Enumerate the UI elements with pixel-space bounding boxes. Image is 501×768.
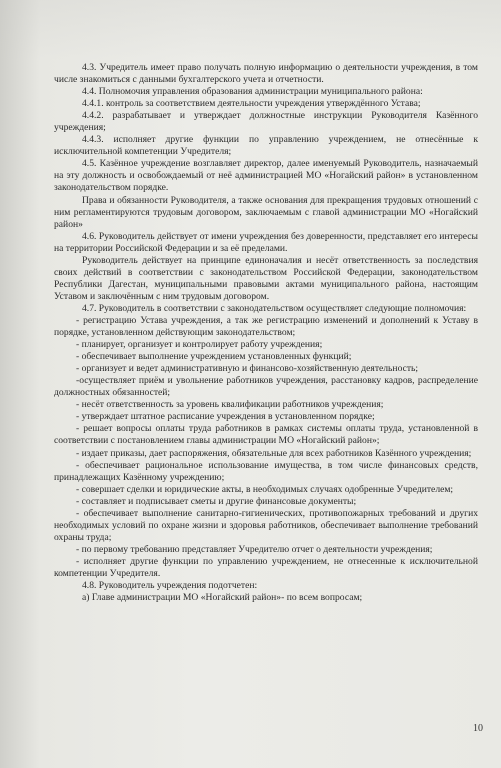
paragraph-4-4-2: 4.4.2. разрабатывает и утверждает должностные инструкции Руководителя Казённого учреждения; <box>54 110 478 134</box>
list-item: -осуществляет приём и увольнение работников учреждения, расстановку кадров, распределение должностных обязанностей; <box>54 375 478 399</box>
list-item: - составляет и подписывает сметы и другие финансовые документы; <box>76 495 357 507</box>
paragraph-4-8: 4.8. Руководитель учреждения подотчетен: <box>82 580 258 592</box>
list-item: - обеспечивает выполнение санитарно-гигиенических, противопожарных требований и других необходимых условий по охране жизни и здоровья работников, обеспечивает выполнение требований охраны труда; <box>54 507 478 543</box>
list-item: - планирует, организует и контролирует работу учреждения; <box>76 339 323 351</box>
list-item: - организует и ведет административную и финансово-хозяйственную деятельность; <box>76 363 419 375</box>
paragraph-responsibility: Руководитель действует на принципе единоначалия и несёт ответственность за последствия своих действий в соответствии с законодательством Российской Федерации, законодательством Республики Дагестан, муниципальными правовыми актами муниципального района, настоящим Уставом и заключённым с ним трудовым договором. <box>54 254 478 302</box>
scan-shadow <box>0 0 501 60</box>
paragraph-4-5: 4.5. Казённое учреждение возглавляет директор, далее именуемый Руководитель, назначаемый на эту должность и освобождаемый от неё администрацией МО «Ногайский район» в установленном законодательством порядке. <box>54 158 478 194</box>
list-item: - утверждает штатное расписание учреждения в установленном порядке; <box>76 411 375 423</box>
paragraph-4-8-a: а) Главе администрации МО «Ногайский район»- по всем вопросам; <box>82 592 363 604</box>
paragraph-4-6: 4.6. Руководитель действует от имени учреждения без доверенности, представляет его интересы на территории Российской Федерации и за её пределами. <box>54 230 478 254</box>
list-item: - несёт ответственность за уровень квалификации работников учреждения; <box>76 399 384 411</box>
list-item: - совершает сделки и юридические акты, в необходимых случаях одобренные Учредителем; <box>76 483 454 495</box>
paragraph-4-3: 4.3. Учредитель имеет право получать полную информацию о деятельности учреждения, в том числе знакомиться с данными бухгалтерского учета и отчетности. <box>54 62 478 86</box>
list-item: - обеспечивает выполнение учреждением установленных функций; <box>76 351 352 363</box>
paragraph-4-4-1: 4.4.1. контроль за соответствием деятельности учреждения утверждённого Устава; <box>82 98 421 110</box>
list-item: - исполняет другие функции по управлению учреждением, не отнесенные к исключительной компетенции Учредителя. <box>54 555 478 579</box>
paragraph-4-4: 4.4. Полномочия управления образования администрации муниципального района: <box>82 86 423 98</box>
page-number: 10 <box>473 723 483 734</box>
list-item: - по первому требованию представляет Учредителю отчет о деятельности учреждения; <box>76 543 433 555</box>
list-item: - издает приказы, дает распоряжения, обязательные для всех работников Казённого учреждения; <box>76 447 472 459</box>
list-item: - регистрацию Устава учреждения, а так же регистрацию изменений и дополнений к Уставу в порядке, установленном действующим законодательством; <box>54 314 478 339</box>
paragraph-rights: Права и обязанности Руководителя, а также основания для прекращения трудовых отношений с ним регламентируются трудовым договором, заключаемым с главой администрации МО «Ногайский район» <box>54 194 478 230</box>
list-item: - решает вопросы оплаты труда работников в рамках системы оплаты труда, установленной в соответствии с постановлением главы администрации МО «Ногайский район»; <box>54 423 478 447</box>
document-body <box>54 62 478 604</box>
list-item: - обеспечивает рациональное использование имущества, в том числе финансовых средств, принадлежащих Казённому учреждению; <box>54 459 478 483</box>
paragraph-4-4-3: 4.4.3. исполняет другие функции по управлению учреждением, не отнесённые к исключительной компетенции Учредителя; <box>54 134 478 158</box>
paragraph-4-7: 4.7. Руководитель в соответствии с законодательством осуществляет следующие полномочия: <box>82 302 467 314</box>
